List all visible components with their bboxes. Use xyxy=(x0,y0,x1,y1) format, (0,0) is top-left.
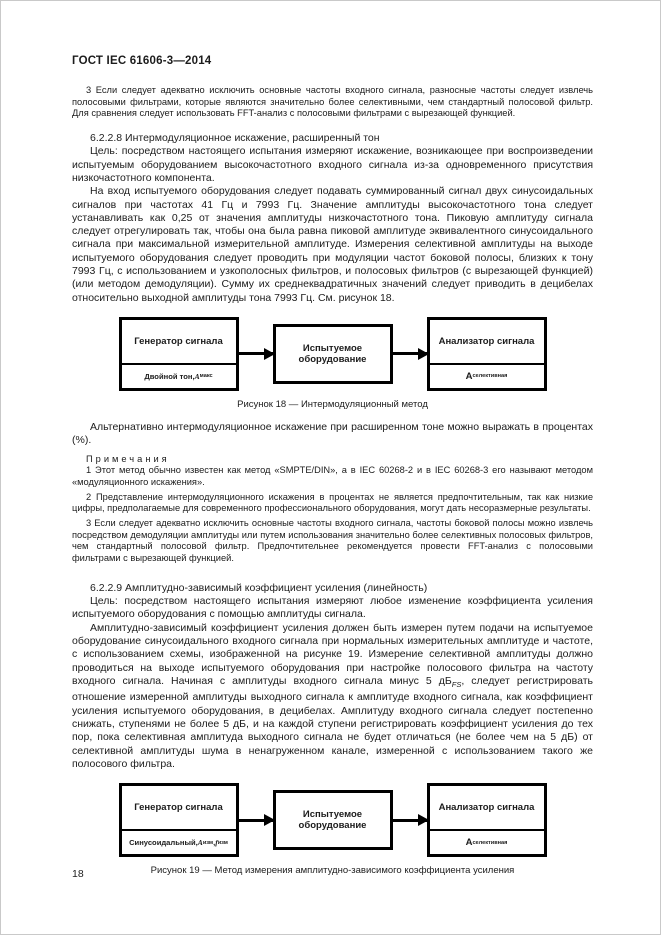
fig19-dut-label: Испытуемое оборудование xyxy=(298,809,367,832)
fig18-analyzer-measurement xyxy=(430,363,544,388)
fig19-signal-analyzer-box xyxy=(427,783,547,857)
paragraph-goal-6229: Цель: посредством настоящего испытания измеряют любое изменение коэффициента усиления испытуемого оборудования с помощью амплитуды сигнала. xyxy=(72,595,593,621)
fig19-signal-type-label: Синусоидальный, xyxy=(129,838,198,848)
figure-18-caption: Рисунок 18 — Интермодуляционный метод xyxy=(237,398,428,410)
dbfs-subscript: FS xyxy=(451,680,462,690)
fig19-dut-box xyxy=(273,790,393,850)
paragraph-method-6228: На вход испытуемого оборудования следует подавать суммированный сигнал двух синусоидальных сигналов при частотах 41 Гц и 7993 Гц. Значение амплитуды высокочастотного тона следует устанавливать как 0,25 от значения амплитуды низкочастотного тона. Пиковую амплитуду сигнала следует отрегулировать так, чтобы она была равна пиковой амплитуде эквивалентного синусоидального сигнала при максимальной измерительной амплитуде. Измерения селективной амплитуды на выходе испытуемого оборудования следует проводить при модуляции частот боковой полосы, близких к тону 7993 Гц, с использованием и узкополосных фильтров, и полосовых фильтров (с вырезающей функцией) (или методом демодуляции). Сумму их среднеквадратичных значений следует приводить в децибелах относительно выходной амплитуды тона 7993 Гц. См. рисунок 18. xyxy=(72,185,593,304)
fig19-analyzer-measurement xyxy=(430,829,544,854)
paragraph-alternative-6228: Альтернативно интермодуляционное искажение при расширенном тоне можно выражать в процентах (%). xyxy=(72,420,593,447)
figure-19-caption: Рисунок 19 — Метод измерения амплитудно-зависимого коэффициента усиления xyxy=(150,865,515,877)
fig18-dut-label: Испытуемое оборудование xyxy=(298,342,367,365)
paragraph-method-6229 xyxy=(72,622,593,771)
fig19-arrow-right-icon xyxy=(393,819,427,822)
page-content xyxy=(72,55,593,887)
fig19-generator-signal-spec xyxy=(122,829,236,854)
fig18-amplitude-subscript: макс xyxy=(199,373,213,380)
fig18-signal-generator-box xyxy=(119,317,239,391)
fig18-signal-analyzer-box xyxy=(427,317,547,391)
page-number: 18 xyxy=(72,868,84,880)
fig19-signal-generator-box xyxy=(119,783,239,857)
method-text-before-subscript: Амплитудно-зависимый коэффициент усиления должен быть измерен путем подачи на испытуемое оборудование синусоидального входного сигнала при нормальных измерительных амплитуде и частоте, с использованием схемы, изображенной на рисунке 19. Измерение селективной амплитуды должно проводиться на выходе испытуемого оборудования при настройке полосового фильтра на частоту входного сигнала. Начиная с амплитуды входного сигнала минус 5 дБ xyxy=(72,621,593,687)
fig18-analyzer-label: Анализатор сигнала xyxy=(438,335,535,347)
fig19-frequency-variable: f xyxy=(215,838,218,848)
note-continuation-paragraph: 3 Если следует адекватно исключить основные частоты входного сигнала, разносные частоты следует извлечь полосовыми фильтрами, которые являются значительно более селективными, чем стандартный полосовой фильтр. Для сравнения следует использовать FFT-анализ с полосовыми фильтрами с вырезающей функцией. xyxy=(72,85,593,119)
fig18-generator-label: Генератор сигнала xyxy=(134,335,223,347)
figure-18-diagram xyxy=(72,317,593,391)
fig18-selective-amplitude-variable: А xyxy=(465,370,473,382)
method-text-after-subscript: , следует регистрировать отношение измеренной амплитуды выходного сигнала к амплитуде входного сигнала, как коэффициент усиления испытуемого оборудования, в децибелах. Амплитуду входного сигнала следует постепенно снижать, ступенями не более 5 дБ, и на каждой ступени регистрировать коэффициент усиления до тех пор, пока селективная амплитуда выходного сигнала не будет отличаться (не более чем на 5 дБ) от селективной амплитуды шума в ненагруженном канале, измеренной с использованием такого же полосового фильтра. xyxy=(72,674,594,770)
fig18-generator-signal-spec xyxy=(122,363,236,388)
figure-19-diagram xyxy=(72,783,593,857)
fig19-selective-amplitude-variable: А xyxy=(465,837,473,849)
section-heading-6228: 6.2.2.8 Интермодуляционное искажение, расширенный тон xyxy=(90,132,380,145)
fig19-amplitude-subscript: изм xyxy=(202,839,214,846)
fig18-dut-box xyxy=(273,324,393,384)
notes-title: Примечания xyxy=(86,453,170,464)
note-1: 1 Этот метод обычно известен как метод «SMPTE/DIN», а в IEC 60268-2 и в IEC 60268-3 его называют методом «модуляционного искажения». xyxy=(72,465,593,487)
fig19-frequency-subscript: изм xyxy=(217,839,228,846)
fig19-separator: , xyxy=(213,838,216,848)
fig18-amplitude-variable: A xyxy=(194,371,200,381)
note-2: 2 Представление интермодуляционного искажения в процентах не является предпочтительным, так как низкие цифры, предполагаемые для современного профессионального оборудования, могут дать несоразмерные результаты. xyxy=(72,491,593,514)
fig19-selective-amplitude-subscript: селективная xyxy=(472,839,508,846)
fig18-arrow-left-icon xyxy=(239,352,273,355)
paragraph-goal-6228: Цель: посредством настоящего испытания измеряют искажение, возникающее при воспроизведении испытуемым оборудованием высокочастотного входного сигнала из-за одновременного присутствия низкочастотного компонента. xyxy=(72,145,593,184)
spacer xyxy=(72,565,593,576)
fig18-signal-type-label: Двойной тон, xyxy=(144,371,195,381)
fig19-arrow-left-icon xyxy=(239,819,273,822)
fig18-selective-amplitude-subscript: селективная xyxy=(472,373,508,380)
fig18-arrow-right-icon xyxy=(393,352,427,355)
document-code-header: ГОСТ IEC 61606-3—2014 xyxy=(72,55,212,67)
section-heading-6229: 6.2.2.9 Амплитудно-зависимый коэффициент усиления (линейность) xyxy=(90,581,428,594)
fig19-amplitude-variable: A xyxy=(197,838,203,848)
fig19-analyzer-label: Анализатор сигнала xyxy=(438,802,535,814)
fig19-generator-label: Генератор сигнала xyxy=(134,802,223,814)
spacer xyxy=(72,120,593,126)
note-3: 3 Если следует адекватно исключить основные частоты входного сигнала, частоты боковой полосы можно извлечь посредством демодуляции амплитуды или путем использования значительно более селективных полосовых фильтров, чем стандартный полосовой фильтр. Предпочтительнее рекомендуется провести FFT-анализ с полосовыми фильтрами с вырезающей функцией. xyxy=(72,518,593,564)
